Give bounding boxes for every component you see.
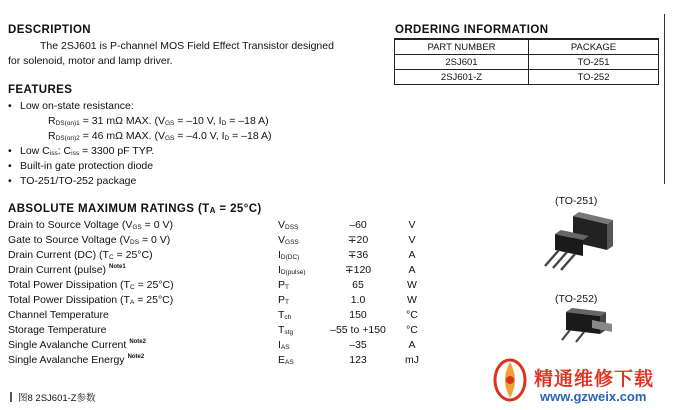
col-package: PACKAGE [529,39,659,55]
rating-value: 123 [349,354,367,366]
margin-rule [664,14,665,184]
feature-item: • Low Ciss: Ciss = 3300 pF TYP. [8,144,154,161]
feature-text: Low on-state resistance: [20,100,134,112]
ordering-heading: ORDERING INFORMATION [395,24,549,36]
rating-symbol: Tch [278,309,292,321]
table-row [395,55,659,70]
rds2-spec: RDS(on)2 = 46 mΩ MAX. (VGS = –4.0 V, ID = –18 A) [48,130,272,142]
rating-value: ∓36 [347,249,369,261]
rating-parameter: Drain Current (DC) (TC = 25°C) [8,249,153,261]
rating-symbol: VGSS [278,234,299,246]
feature-item [8,99,134,113]
rating-unit: A [408,264,416,276]
features-heading: FEATURES [8,84,73,96]
watermark-logo-icon [492,358,528,402]
feature-text: Built-in gate protection diode [20,160,154,172]
rating-parameter: Gate to Source Voltage (VDS = 0 V) [8,234,171,246]
rating-unit: mJ [405,354,419,366]
rating-value: 150 [349,309,367,321]
rating-symbol: ID(pulse) [278,264,306,276]
to252-package-icon [552,306,622,346]
rating-symbol: IAS [278,339,290,351]
figure-caption: 图8 2SJ601-Z参数 [18,393,96,404]
col-part-number: PART NUMBER [395,39,529,55]
rating-unit: W [407,279,417,291]
table-row [395,70,659,85]
rating-parameter: Single Avalanche Energy $^{Note2}$ [8,354,145,366]
rating-parameter: Single Avalanche Current $^{Note2}$ [8,339,146,351]
rating-symbol: ID(DC) [278,249,300,261]
rating-parameter: Storage Temperature [8,324,107,336]
ordering-header-row [395,39,659,55]
rating-symbol: VDSS [278,219,299,231]
to251-package-icon [535,210,635,272]
ordering-table [394,38,659,85]
part-number-cell: 2SJ601-Z [395,70,529,85]
description-line-2: for solenoid, motor and lamp driver. [8,55,173,67]
rating-value: ∓120 [344,264,372,276]
rating-unit: °C [406,309,418,321]
watermark-url: www.gzweix.com [540,389,647,404]
rating-value: –55 to +150 [330,324,386,336]
rating-value: 65 [352,279,364,291]
rating-symbol: Tstg [278,324,294,336]
rating-unit: V [408,234,416,246]
rating-symbol: PT [278,279,289,291]
rating-value: ∓20 [347,234,369,246]
ratings-heading: ABSOLUTE MAXIMUM RATINGS (TA = 25°C) [8,203,262,215]
caption-marker [10,392,12,402]
rating-parameter: Total Power Dissipation (TA = 25°C) [8,294,174,306]
rating-parameter: Channel Temperature [8,309,109,321]
rating-unit: °C [406,324,418,336]
package-cell: TO-252 [529,70,659,85]
description-heading: DESCRIPTION [8,24,91,36]
to251-label: (TO-251) [555,195,598,207]
rating-symbol: EAS [278,354,294,366]
package-cell: TO-251 [529,55,659,70]
rating-unit: W [407,294,417,306]
rating-unit: V [408,219,416,231]
to252-label: (TO-252) [555,293,598,305]
watermark-title: 精通维修下载 [534,368,655,390]
part-number-cell: 2SJ601 [395,55,529,70]
rating-value: –35 [349,339,367,351]
rating-unit: A [408,249,416,261]
feature-text: TO-251/TO-252 package [20,175,137,187]
rating-parameter: Drain Current (pulse) $^{Note1}$ [8,264,126,276]
description-line-1: The 2SJ601 is P-channel MOS Field Effect Transistor designed [40,40,334,52]
rating-unit: A [408,339,416,351]
feature-item [8,174,136,188]
rating-parameter: Drain to Source Voltage (VGS = 0 V) [8,219,173,231]
feature-item [8,159,153,173]
rating-parameter: Total Power Dissipation (TC = 25°C) [8,279,174,291]
rds1-spec: RDS(on)1 = 31 mΩ MAX. (VGS = –10 V, ID = –18 A) [48,115,269,127]
rating-value: –60 [349,219,367,231]
rating-symbol: PT [278,294,289,306]
rating-value: 1.0 [350,294,366,306]
